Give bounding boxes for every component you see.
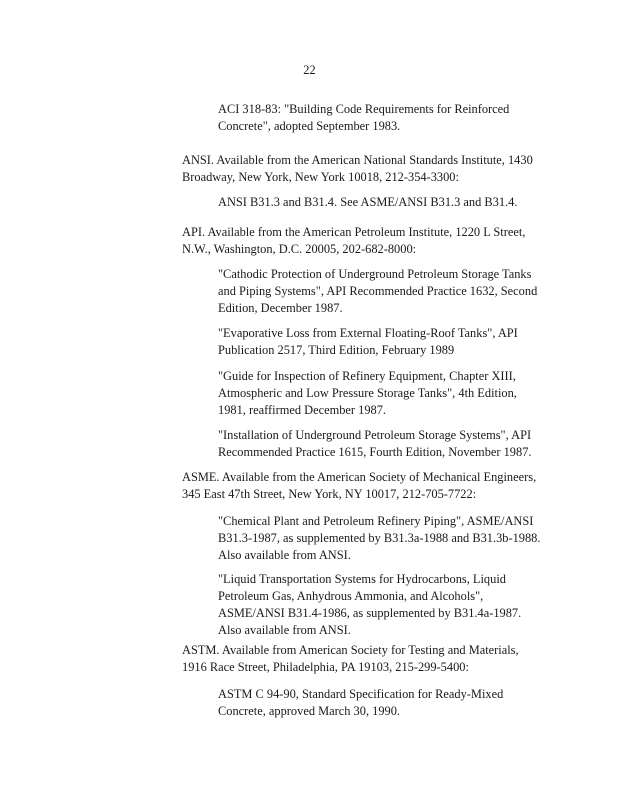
reference-aci-318 — [218, 101, 509, 135]
heading-line: 345 East 47th Street, New York, NY 10017, 212-705-7722: — [182, 487, 477, 501]
reference-api-1615 — [218, 427, 532, 461]
heading-line: ANSI. Available from the American National Standards Institute, 1430 — [182, 153, 533, 167]
heading-line: ASTM. Available from American Society for Testing and Materials, — [182, 643, 519, 657]
source-heading-astm — [182, 642, 519, 676]
heading-line: N.W., Washington, D.C. 20005, 202-682-8000: — [182, 242, 417, 256]
reference-line: and Piping Systems", API Recommended Practice 1632, Second — [218, 284, 538, 298]
reference-line: Edition, December 1987. — [218, 301, 343, 315]
source-heading-ansi — [182, 152, 533, 186]
source-heading-asme — [182, 469, 536, 503]
source-heading-api — [182, 224, 525, 258]
heading-line: ASME. Available from the American Society of Mechanical Engineers, — [182, 470, 537, 484]
reference-line: Petroleum Gas, Anhydrous Ammonia, and Alcohols", — [218, 589, 484, 603]
reference-line: "Guide for Inspection of Refinery Equipment, Chapter XIII, — [218, 369, 516, 383]
reference-line: B31.3-1987, as supplemented by B31.3a-1988 and B31.3b-1988. — [218, 531, 541, 545]
reference-line: Atmospheric and Low Pressure Storage Tanks", 4th Edition, — [218, 386, 517, 400]
reference-line: Also available from ANSI. — [218, 623, 351, 637]
heading-line: Broadway, New York, New York 10018, 212-354-3300: — [182, 170, 459, 184]
heading-line: 1916 Race Street, Philadelphia, PA 19103, 215-299-5400: — [182, 660, 469, 674]
reference-line: Publication 2517, Third Edition, February 1989 — [218, 343, 455, 357]
reference-api-1632 — [218, 266, 537, 317]
reference-line: "Chemical Plant and Petroleum Refinery Piping", ASME/ANSI — [218, 514, 534, 528]
reference-line: Concrete, approved March 30, 1990. — [218, 704, 401, 718]
reference-asme-b31-4 — [218, 571, 521, 639]
reference-line: ASME/ANSI B31.4-1986, as supplemented by B31.4a-1987. — [218, 606, 522, 620]
reference-line: ACI 318-83: "Building Code Requirements for Reinforced — [218, 102, 510, 116]
reference-line: Recommended Practice 1615, Fourth Edition, November 1987. — [218, 445, 532, 459]
reference-line: "Installation of Underground Petroleum Storage Systems", API — [218, 428, 532, 442]
reference-line: Concrete", adopted September 1983. — [218, 119, 401, 133]
heading-line: API. Available from the American Petroleum Institute, 1220 L Street, — [182, 225, 526, 239]
reference-line: ANSI B31.3 and B31.4. See ASME/ANSI B31.3 and B31.4. — [218, 195, 518, 209]
reference-line: Also available from ANSI. — [218, 548, 351, 562]
reference-line: "Liquid Transportation Systems for Hydrocarbons, Liquid — [218, 572, 506, 586]
reference-line: ASTM C 94-90, Standard Specification for Ready-Mixed — [218, 687, 504, 701]
reference-astm-c94 — [218, 686, 503, 720]
reference-ansi-b31 — [218, 194, 517, 211]
reference-line: 1981, reaffirmed December 1987. — [218, 403, 387, 417]
page-number: 22 — [303, 63, 316, 77]
reference-asme-b31-3 — [218, 513, 540, 564]
reference-line: "Cathodic Protection of Underground Petroleum Storage Tanks — [218, 267, 532, 281]
reference-api-2517 — [218, 325, 518, 359]
reference-api-guide-xiii — [218, 368, 517, 419]
reference-line: "Evaporative Loss from External Floating-Roof Tanks", API — [218, 326, 518, 340]
